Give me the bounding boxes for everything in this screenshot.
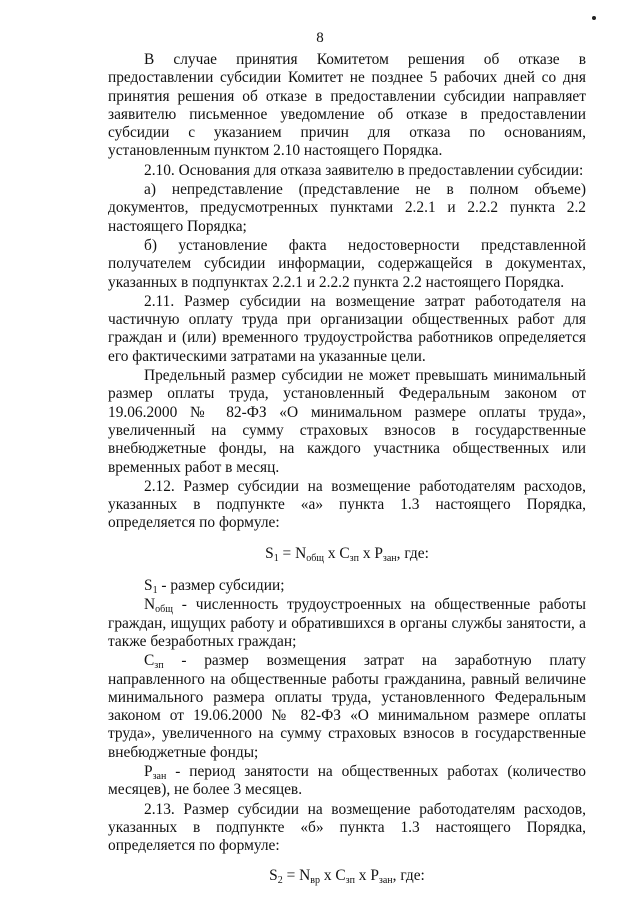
paragraph-2-13: 2.13. Размер субсидии на возмещение работодателям расходов, указанных в подпункте «б» пункта 1.3 настоящего Порядка, определяется по формуле: — [108, 800, 586, 855]
paragraph-2-12: 2.12. Размер субсидии на возмещение работодателям расходов, указанных в подпункте «а» пункта 1.3 настоящего Порядка, определяется по формуле: — [108, 477, 586, 532]
formula-s1: $S_1 = N_{общ}$ x $C_{зп}$ x $P_{зан}$, где: — [265, 544, 429, 564]
definition-p-zan: $P_{зан}$ - период занятости на общественных работах (количество месяцев), не более 3 месяцев. — [108, 762, 586, 799]
definition-n-obsh: $N_{общ}$ - численность трудоустроенных на общественные работы граждан, ищущих работу и обратившихся в органы службы занятости, а также безработных граждан; — [108, 596, 586, 650]
paragraph-refusal-notice: В случае принятия Комитетом решения об отказе в предоставлении субсидии Комитет не позднее 5 рабочих дней со дня принятия решения об отказе в предоставлении субсидии направляет заявителю письменное уведомление об отказе в предоставлении субсидии с указанием причин для отказа по основаниям, установленным пунктом 2.10 настоящего Порядка. — [108, 51, 586, 160]
formula-s2: $S_2 = N_{вр}$ x $C_{зп}$ x $P_{зан}$, где: — [269, 867, 425, 887]
definition-s1: $S_1$ - размер субсидии; — [144, 577, 285, 597]
paragraph-max-subsidy: Предельный размер субсидии не может превышать минимальный размер оплаты труда, установленный Федеральным законом от 19.06.2000 № 82-ФЗ «О минимальном размере оплаты труда», увеличенный на сумму страховых взносов в государственные внебюджетные фонды, на каждого участника общественных или временных работ в месяц. — [108, 367, 586, 476]
paragraph-2-10-a: а) непредставление (представление не в полном объеме) документов, предусмотренных пунктами 2.2.1 и 2.2.2 пункта 2.2 настоящего Порядка; — [108, 181, 586, 235]
paragraph-2-11: 2.11. Размер субсидии на возмещение затрат работодателя на частичную оплату труда при организации общественных работ для граждан и (или) временного трудоустройства работников определяется его фактическими затратами на указанные цели. — [108, 292, 586, 365]
scan-mark — [592, 16, 596, 20]
page-number: 8 — [316, 30, 324, 46]
paragraph-2-10: 2.10. Основания для отказа заявителю в предоставлении субсидии: — [144, 161, 584, 179]
definition-c-zp: $C_{зп}$ - размер возмещения затрат на заработную плату направленного на общественные работы гражданина, равный величине минимального размера оплаты труда, установленного Федеральным законом от 19.06.2000 № 82-ФЗ «О минимальном размере оплаты труда», увеличенного на сумму страховых взносов в государственные внебюджетные фонды; — [108, 652, 586, 761]
paragraph-2-10-b: б) установление факта недостоверности представленной получателем субсидии информации, содержащейся в документах, указанных в подпунктах 2.2.1 и 2.2.2 пункта 2.2 настоящего Порядка. — [108, 236, 586, 291]
document-body — [108, 51, 586, 900]
